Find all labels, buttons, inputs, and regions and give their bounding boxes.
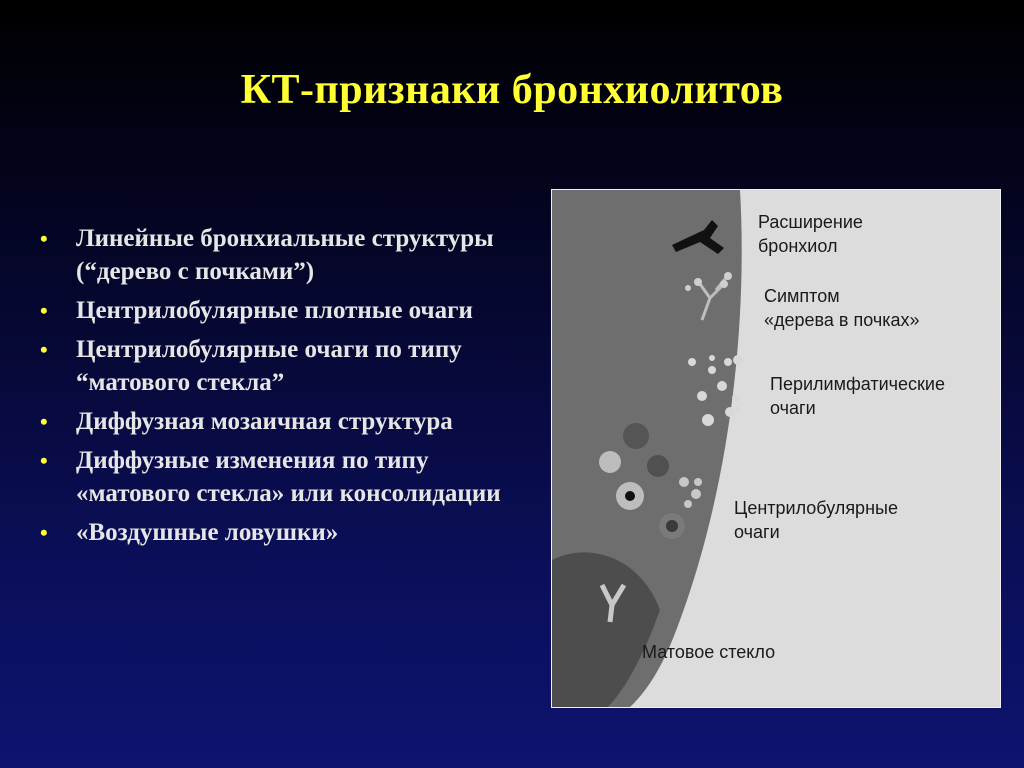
bullet-text: Линейные бронхиальные структуры (“дерево с почками”) (76, 225, 494, 285)
label-dilation (758, 210, 863, 258)
diagram-drawing (552, 190, 1000, 707)
label-perilymphatic (770, 372, 945, 420)
label-tree-in-bud (764, 284, 920, 332)
bullet-item (40, 294, 540, 327)
bullet-text: Диффузные изменения по типу «матового стекла» или консолидации (76, 447, 501, 507)
bronchiolitis-diagram (551, 189, 1001, 708)
bullet-marker: • (40, 226, 48, 251)
label-perilymph-line2: очаги (770, 398, 816, 418)
bullet-list (40, 222, 540, 555)
bullet-item (40, 222, 540, 288)
bullet-marker: • (40, 409, 48, 434)
bullet-text: «Воздушные ловушки» (76, 519, 339, 546)
label-ground-glass: Матовое стекло (642, 642, 776, 662)
bullet-text: Центрилобулярные очаги по типу “матового стекла” (76, 336, 462, 396)
bullet-item (40, 516, 540, 549)
bullet-item (40, 333, 540, 399)
bullet-marker: • (40, 448, 48, 473)
bullet-item (40, 444, 540, 510)
bullet-marker: • (40, 520, 48, 545)
label-perilymph-line1: Перилимфатические (770, 374, 945, 394)
slide-title: КТ-признаки бронхиолитов (240, 67, 784, 113)
label-dilation-line1: Расширение (758, 212, 863, 232)
label-tree-line2: «дерева в почках» (764, 310, 920, 330)
label-centrilobular (734, 496, 898, 544)
bullet-item (40, 405, 540, 438)
label-centrilob-line2: очаги (734, 522, 780, 542)
bullet-text: Центрилобулярные плотные очаги (76, 297, 473, 324)
bullet-marker: • (40, 337, 48, 362)
bullet-text: Диффузная мозаичная структура (76, 408, 453, 435)
bullet-marker: • (40, 298, 48, 323)
label-tree-line1: Симптом (764, 286, 840, 306)
label-centrilob-line1: Центрилобулярные (734, 498, 898, 518)
label-dilation-line2: бронхиол (758, 236, 838, 256)
